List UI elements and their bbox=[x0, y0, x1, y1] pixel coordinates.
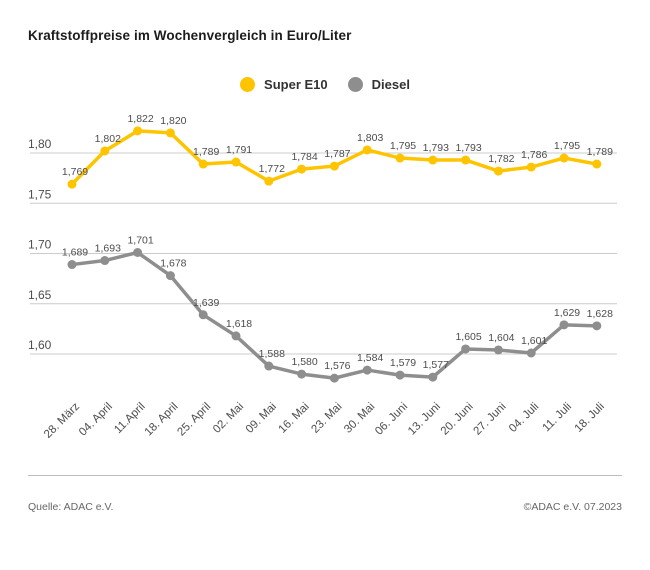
svg-text:11.April: 11.April bbox=[112, 400, 148, 437]
legend-label-super-e10: Super E10 bbox=[264, 77, 328, 92]
svg-text:1,769: 1,769 bbox=[61, 166, 89, 179]
svg-text:1,584: 1,584 bbox=[357, 352, 384, 365]
svg-text:1,802: 1,802 bbox=[94, 132, 121, 145]
svg-text:1,577: 1,577 bbox=[422, 359, 449, 372]
legend-label-diesel: Diesel bbox=[371, 77, 410, 92]
svg-text:1,701: 1,701 bbox=[127, 234, 154, 247]
svg-text:1,693: 1,693 bbox=[94, 242, 121, 255]
svg-text:1,789: 1,789 bbox=[586, 146, 613, 159]
svg-text:28. März: 28. März bbox=[41, 400, 83, 441]
svg-text:11. Juli: 11. Juli bbox=[540, 400, 575, 435]
svg-text:1,580: 1,580 bbox=[291, 356, 318, 369]
svg-text:25. April: 25. April bbox=[175, 400, 214, 439]
svg-text:16. Mai: 16. Mai bbox=[276, 400, 312, 436]
svg-text:1,820: 1,820 bbox=[160, 114, 187, 127]
svg-text:1,639: 1,639 bbox=[193, 296, 220, 309]
svg-text:04. April: 04. April bbox=[77, 400, 115, 439]
svg-text:1,588: 1,588 bbox=[258, 348, 285, 361]
svg-text:1,579: 1,579 bbox=[389, 357, 417, 370]
chart-title: Kraftstoffpreise im Wochenvergleich in Euro/Liter bbox=[28, 28, 352, 43]
svg-text:20. Juni: 20. Juni bbox=[438, 400, 476, 438]
copyright-note: ©ADAC e.V. 07.2023 bbox=[523, 501, 622, 513]
svg-text:30. Mai: 30. Mai bbox=[342, 400, 378, 436]
source-note: Quelle: ADAC e.V. bbox=[28, 501, 114, 513]
svg-text:1,793: 1,793 bbox=[455, 142, 482, 155]
svg-text:06. Juni: 06. Juni bbox=[373, 400, 411, 438]
svg-text:1,628: 1,628 bbox=[586, 307, 613, 320]
svg-text:1,605: 1,605 bbox=[455, 330, 482, 343]
svg-text:1,803: 1,803 bbox=[357, 131, 384, 144]
svg-text:1,60: 1,60 bbox=[28, 338, 52, 352]
svg-text:1,689: 1,689 bbox=[61, 246, 89, 259]
svg-text:1,795: 1,795 bbox=[389, 140, 417, 153]
svg-text:1,576: 1,576 bbox=[324, 360, 351, 373]
svg-text:1,791: 1,791 bbox=[225, 144, 253, 157]
svg-text:1,80: 1,80 bbox=[28, 137, 52, 151]
svg-text:1,782: 1,782 bbox=[488, 153, 515, 166]
svg-text:27. Juni: 27. Juni bbox=[471, 400, 509, 438]
svg-text:1,787: 1,787 bbox=[324, 148, 351, 161]
svg-text:1,65: 1,65 bbox=[28, 287, 52, 302]
svg-text:04. Juli: 04. Juli bbox=[507, 400, 542, 435]
svg-text:1,772: 1,772 bbox=[258, 163, 285, 176]
svg-text:02. Mai: 02. Mai bbox=[210, 400, 247, 436]
svg-text:23. Mai: 23. Mai bbox=[309, 400, 345, 436]
svg-text:1,795: 1,795 bbox=[553, 140, 581, 153]
svg-text:1,786: 1,786 bbox=[521, 149, 548, 162]
svg-text:1,629: 1,629 bbox=[553, 306, 581, 319]
svg-text:1,618: 1,618 bbox=[225, 317, 253, 330]
svg-text:18. Juli: 18. Juli bbox=[572, 400, 607, 435]
svg-text:18. April: 18. April bbox=[142, 400, 181, 439]
svg-text:1,822: 1,822 bbox=[127, 112, 154, 125]
svg-text:13. Juni: 13. Juni bbox=[405, 400, 443, 438]
svg-text:1,601: 1,601 bbox=[521, 334, 548, 347]
svg-text:1,70: 1,70 bbox=[28, 237, 52, 252]
svg-text:1,793: 1,793 bbox=[422, 142, 449, 155]
footer-divider bbox=[28, 475, 622, 476]
svg-text:09. Mai: 09. Mai bbox=[243, 400, 279, 436]
svg-text:1,604: 1,604 bbox=[488, 331, 515, 344]
svg-text:1,789: 1,789 bbox=[193, 146, 220, 159]
svg-text:1,678: 1,678 bbox=[160, 257, 187, 270]
svg-text:1,784: 1,784 bbox=[291, 151, 318, 164]
svg-text:1,75: 1,75 bbox=[28, 187, 52, 202]
